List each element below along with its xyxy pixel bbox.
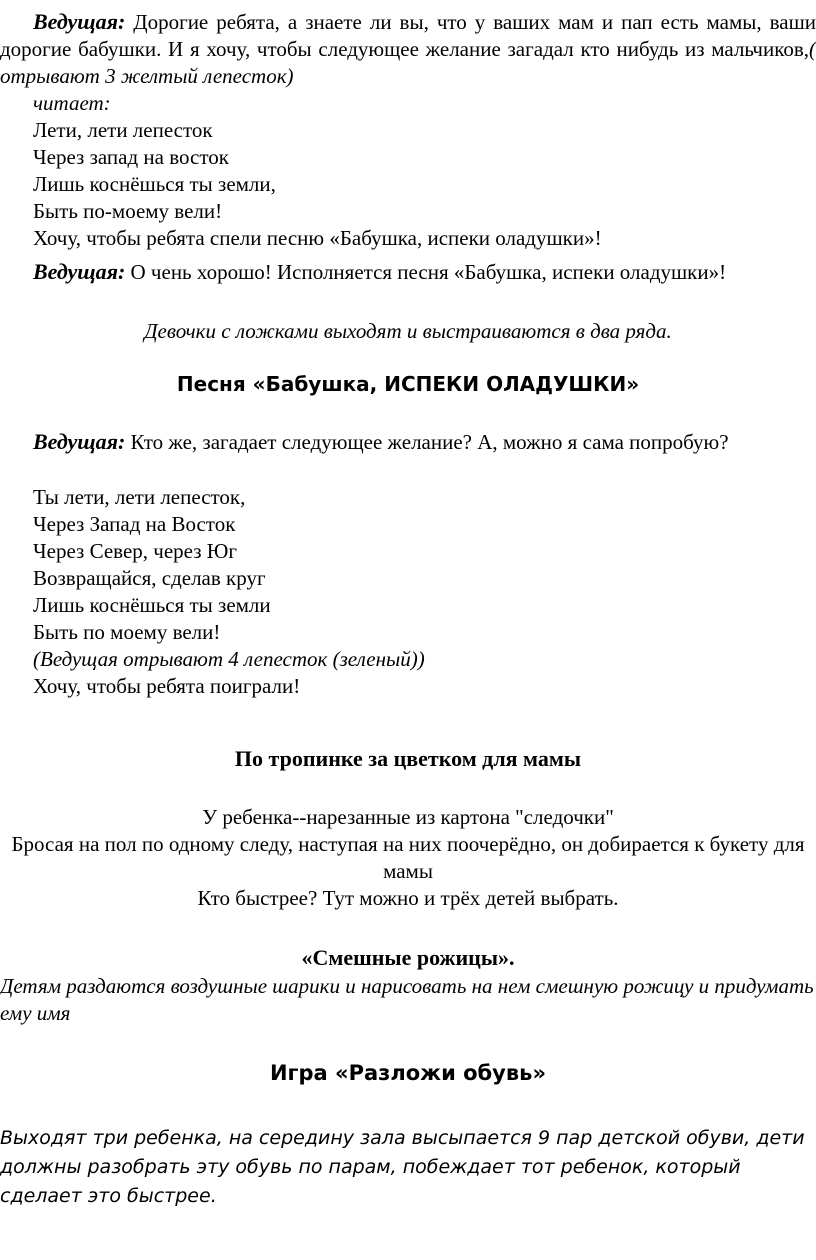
- poem-line: Быть по моему вели!: [33, 620, 221, 644]
- poem-line: Лети, лети лепесток: [33, 118, 213, 142]
- game-line: Бросая на пол по одному следу, наступая на них поочерёдно, он добирается к букету для мамы: [11, 832, 805, 883]
- game-description: [0, 804, 816, 912]
- wish-text: Кто же, загадает следующее желание? А, можно я сама попробую?: [125, 430, 729, 454]
- speaker-label: Ведущая:: [33, 259, 126, 284]
- poem-line: Возвращайся, сделав круг: [33, 566, 266, 590]
- poem-2: [0, 484, 816, 700]
- game-description: Выходят три ребенка, на середину зала высыпается 9 пар детской обуви, дети должны разобрать эту обувь по парам, побеждает тот ребенок, который сделает это быстрее.: [0, 1127, 805, 1207]
- speaker-label: Ведущая:: [33, 429, 126, 454]
- game-line: У ребенка--нарезанные из картона "следочки": [202, 805, 614, 829]
- wish-paragraph: [0, 428, 816, 456]
- game-line: Кто быстрее? Тут можно и трёх детей выбрать.: [197, 886, 619, 910]
- poem-line: Быть по-моему вели!: [33, 199, 223, 223]
- stage-direction: Девочки с ложками выходят и выстраиваются в два ряда.: [144, 319, 672, 343]
- song-heading: Песня «Бабушка, ИСПЕКИ ОЛАДУШКИ»: [176, 372, 640, 396]
- game-heading: По тропинке за цветком для мамы: [234, 746, 582, 771]
- poem-line: Лишь коснёшься ты земли,: [33, 172, 276, 196]
- poem-line: Через Север, через Юг: [33, 539, 237, 563]
- poem-line: Хочу, чтобы ребята спели песню «Бабушка, испеки оладушки»!: [33, 226, 602, 250]
- poem-line: Лишь коснёшься ты земли: [33, 593, 271, 617]
- song-announcement: [0, 258, 735, 286]
- intro-stage-note: ( отрывают 3 желтый лепесток): [0, 37, 816, 88]
- speaker-label: Ведущая:: [33, 9, 126, 34]
- intro-paragraph: [0, 8, 816, 90]
- reads-label: читает:: [33, 91, 111, 115]
- poem-line: Хочу, чтобы ребята поиграли!: [33, 674, 301, 698]
- intro-text: Дорогие ребята, а знаете ли вы, что у ваших мам и пап есть мамы, ваши дорогие бабушки. И я хочу, чтобы следующее желание загадал кто нибудь из мальчиков,: [0, 10, 816, 61]
- poem-stage-note: (Ведущая отрывают 4 лепесток (зеленый)): [33, 647, 425, 671]
- poem-line: Ты лети, лети лепесток,: [33, 485, 246, 509]
- game-description: Детям раздаются воздушные шарики и нарисовать на нем смешную рожицу и придумать ему имя: [0, 974, 814, 1025]
- announcement-text: О чень хорошо! Исполняется песня «Бабушка, испеки оладушки»!: [125, 260, 727, 284]
- poem-line: Через Запад на Восток: [33, 512, 236, 536]
- poem-line: Через запад на восток: [33, 145, 229, 169]
- game-heading: «Смешные рожицы».: [301, 945, 515, 970]
- poem-1: [0, 117, 816, 252]
- game-heading: Игра «Разложи обувь»: [269, 1061, 547, 1085]
